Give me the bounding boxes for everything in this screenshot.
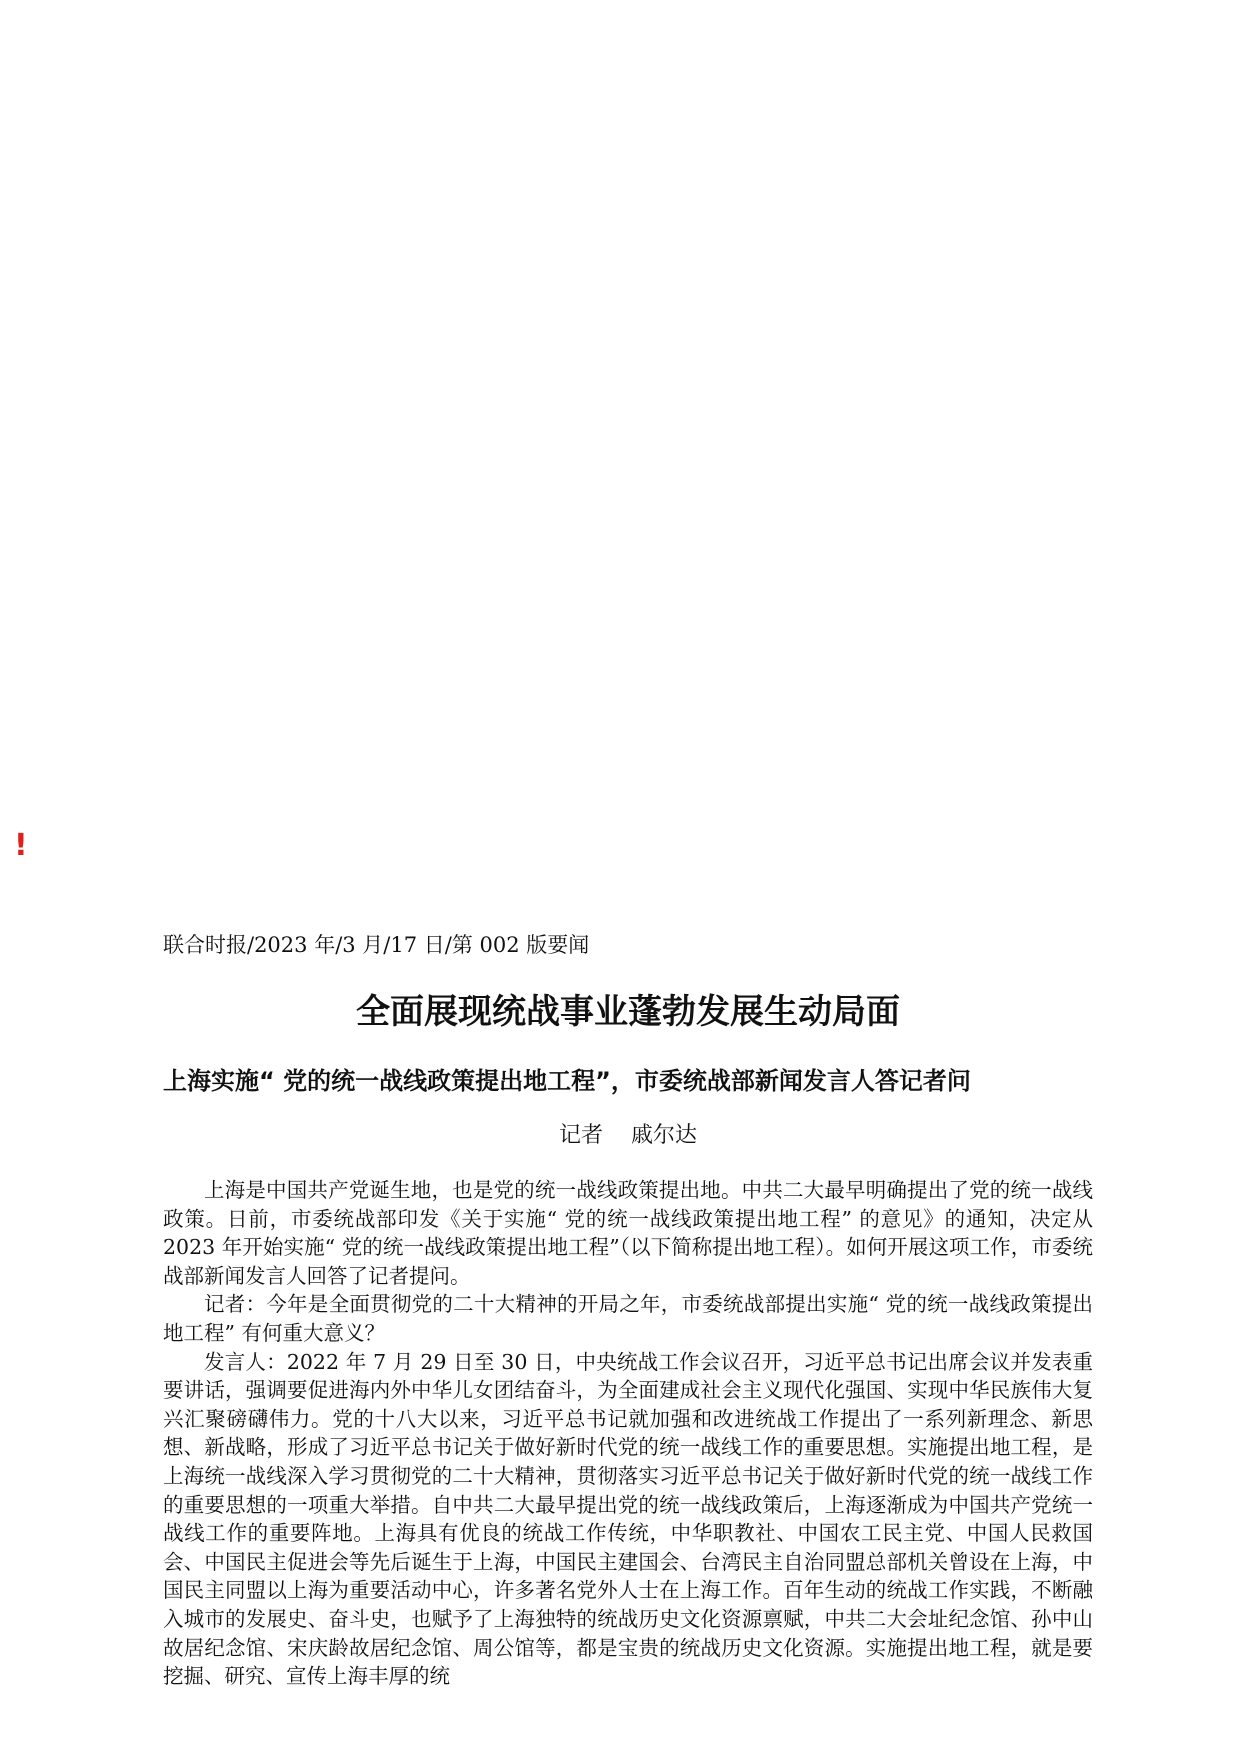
paragraph: 记者：今年是全面贯彻党的二十大精神的开局之年，市委统战部提出实施“ 党的统一战线政策提出地工程” 有何重大意义？ — [163, 1292, 1093, 1345]
article — [163, 930, 1093, 1691]
article-body — [163, 1176, 1093, 1691]
headline: 全面展现统战事业蓬勃发展生动局面 — [356, 992, 900, 1032]
alert-mark: ! — [14, 828, 28, 863]
subheadline: 上海实施“ 党的统一战线政策提出地工程”，市委统战部新闻发言人答记者问 — [163, 1067, 971, 1095]
paragraph: 上海是中国共产党诞生地，也是党的统一战线政策提出地。中共二大最早明确提出了党的统一战线政策。日前，市委统战部印发《关于实施“ 党的统一战线政策提出地工程” 的意见》的通知，决定从 2023 年开始实施“ 党的统一战线政策提出地工程”（以下简称提出地工程）。如何开展这项工作，市委统战部新闻发言人回答了记者提问。 — [163, 1178, 1093, 1288]
source-line: 联合时报/2023 年/3 月/17 日/第 002 版要闻 — [163, 933, 590, 957]
byline-role: 记者 — [558, 1123, 603, 1148]
paragraph: 发言人：2022 年 7 月 29 日至 30 日，中央统战工作会议召开，习近平总书记出席会议并发表重要讲话，强调要促进海内外中华儿女团结奋斗，为全面建成社会主义现代化强国、实现中华民族伟大复兴汇聚磅礴伟力。党的十八大以来，习近平总书记就加强和改进统战工作提出了一系列新理念、新思想、新战略，形成了习近平总书记关于做好新时代党的统一战线工作的重要思想。实施提出地工程，是上海统一战线深入学习贯彻党的二十大精神，贯彻落实习近平总书记关于做好新时代党的统一战线工作的重要思想的一项重大举措。自中共二大最早提出党的统一战线政策后，上海逐渐成为中国共产党统一战线工作的重要阵地。上海具有优良的统战工作传统，中华职教社、中国农工民主党、中国人民救国会、中国民主促进会等先后诞生于上海，中国民主建国会、台湾民主自治同盟总部机关曾设在上海，中国民主同盟以上海为重要活动中心，许多著名党外人士在上海工作。百年生动的统战工作实践，不断融入城市的发展史、奋斗史，也赋予了上海独特的统战历史文化资源禀赋，中共二大会址纪念馆、孙中山故居纪念馆、宋庆龄故居纪念馆、周公馆等，都是宝贵的统战历史文化资源。实施提出地工程，就是要挖掘、研究、宣传上海丰厚的统 — [163, 1349, 1093, 1689]
byline-name: 戚尔达 — [631, 1123, 698, 1148]
byline — [163, 1120, 1093, 1152]
